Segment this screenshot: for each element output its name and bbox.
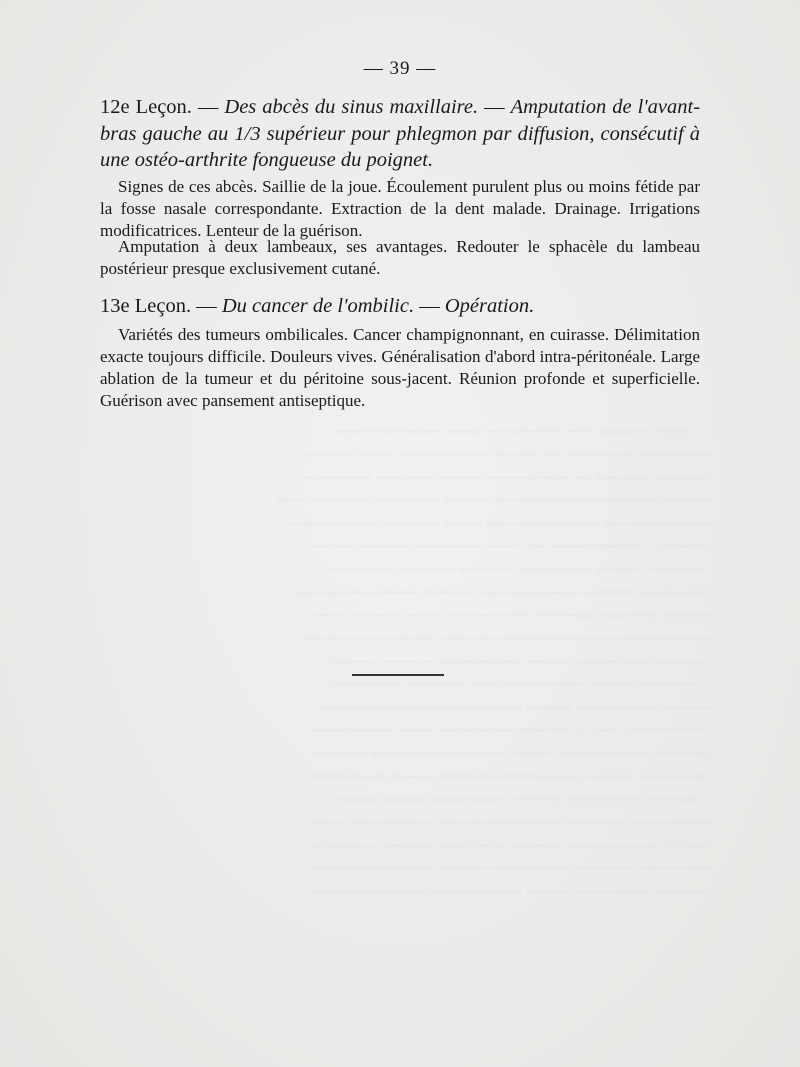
- lesson-13-title-a: Du cancer de l'ombilic.: [221, 295, 415, 317]
- lesson-12-paragraph-2: Amputation à deux lambeaux, ses avantages. Redouter le sphacèle du lambeau postérieur presque exclusivement cutané.: [100, 237, 700, 278]
- lesson-12-paragraph-1: Signes de ces abcès. Saillie de la joue. Écoulement purulent plus ou moins fétide par la fosse nasale correspondante. Extraction de la dent malade. Drainage. Irrigations modificatrices. Lenteur de la guérison.: [100, 177, 700, 240]
- lesson-13-dash-2: —: [419, 295, 440, 317]
- lesson-13-paragraph-1: Variétés des tumeurs ombilicales. Cancer champignonnant, en cuirasse. Délimitation exacte toujours difficile. Douleurs vives. Généralisation d'abord intra-péritonéale. Large ablation de la tumeur et du péritoine sous-jacent. Réunion profonde et superficielle. Guérison avec pansement antiseptique.: [100, 325, 700, 410]
- lesson-13-dash-1: —: [196, 295, 217, 317]
- show-through-texture: ~~~~ ~~~~~~ ~~~ ~~~~~~~~ ~~~~ ~~~~~~~ ~~~~ ~~~~~~~~ ~~~~~~~ ~~ ~~~~~ ~~~~~~~~~~ ~~~~ ~~~~~ ~~~~~~ ~~~~~~ ~~ ~~~~~~~~~ ~~~~~ ~~~~~~ ~~~~~~~~ ~~~~~ ~~~~~~~~ ~~~ ~~~~~~ ~~~~~ ~~~~~~~ ~~~~~~~ ~~~ ~~~~~~~~~ ~~ ~~~~~ ~~~~~~~ ~~~~ ~~~~~~ ~~~~~~~~~~ ~~~~~~~ ~~~~~~~~~~ ~~ ~~~~ ~~~~~~~ ~~~~~~ ~~~~~ ~~~~~~ ~~~~~ ~~~~~~~~ ~~~~~~ ~~~~~~ ~~~~~~~ ~~~~~~~~ ~~~~~ ~~~~~~~~~~~ ~~~~~~ ~~~~~ ~~~~~~~~ ~~~~~ ~~~~~~~ ~~~~~~ ~~~~~~~~~ ~~~~ ~~~~~~ ~~~~ ~~~~~~~~~~ ~~~~ ~~~~~~~~ ~~~~~~ ~~~~~~~ ~~~~~~~ ~~~~~~ ~~~~~~~~ ~~~~~ ~~~~~~~~~ ~~~~~~ ~~~~~ ~~~~~~~ ~~~~~ ~~~~~~~~~ ~~~ ~~~~~~ ~~~~~~~~ ~~~~~ ~~~~~~~~~ ~~~~~ ~~~~~~~ ~~~~~~~~~ ~~~~~ ~~~~~~~~~ ~~~~~ ~~~~~~ ~~~~~~~~ ~~~~ ~~~~~~~~~ ~~~~~~ ~~~~~~~~~~ ~~~~~ ~~~~~~ ~~~~~~~~ ~~~~~~ ~~~~~~~~ ~~~~~ ~~~~~~~~~ ~~~~~~ ~~~~~ ~~~~~~~~ ~~~~~~ ~~~~~~~~ ~~~~~~ ~~~~~~~~ ~~~~~ ~~~~~ ~~~~~~~~~ ~~~~~~ ~~~~~~~~ ~~~~~ ~~~~~~~~~ ~~~~ ~~~~~ ~~~~~~~~~~ ~~~~~~ ~~~~~~~ ~~~~~~ ~~~~~~~ ~~~~~~~~ ~~~~~~ ~~~~~~~~~ ~~~~~ ~~~~~~~~ ~~~~~ ~~~~~~ ~~~~~~~~ ~~~~~ ~~~~~~~~~~ ~~~~~~ ~~~~~~: [275, 422, 710, 901]
- page-number: — 39 —: [363, 58, 437, 79]
- lesson-12-title-b: Amputation de l'avant-bras gauche au 1/3 supérieur pour phlegmon par diffusion, consécutif à une ostéo-arthrite fongueuse du poignet.: [100, 96, 701, 171]
- lesson-12-dash-1: —: [197, 96, 219, 118]
- lesson-13-label: 13e Leçon.: [100, 295, 192, 317]
- lesson-12-heading: [100, 94, 700, 174]
- lesson-12-title-a: Des abcès du sinus maxillaire.: [224, 96, 479, 118]
- lesson-13-heading: [100, 293, 700, 320]
- lesson-12-label: 12e Leçon.: [100, 96, 192, 118]
- lesson-12-dash-2: —: [484, 96, 505, 118]
- lesson-13-title-b: Opération.: [444, 295, 535, 317]
- section-divider: [352, 674, 444, 676]
